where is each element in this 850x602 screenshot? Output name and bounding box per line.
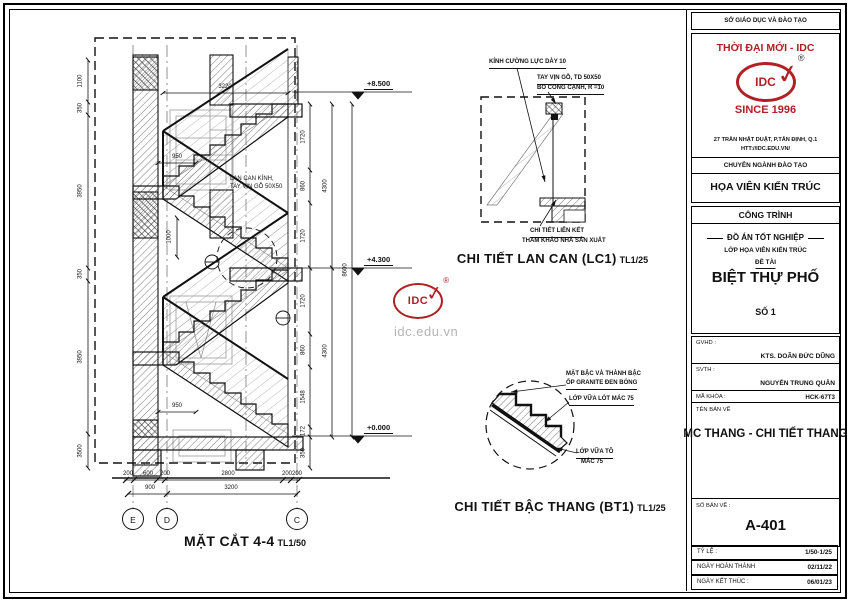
dim-b2-900: 900 — [144, 485, 156, 491]
dim-left-350a: 350 — [77, 102, 84, 114]
dim-b1-200d: 200 — [291, 471, 303, 477]
drawing-no-label: SỐ BẢN VẼ : — [696, 503, 731, 509]
dim-right-860a: 860 — [300, 180, 307, 192]
titleblock-number-box — [691, 498, 840, 547]
date-done-label: NGÀY HOÀN THÀNH — [697, 563, 756, 570]
level-8500: +8.500 — [364, 79, 393, 90]
project-type-text: ĐỒ ÁN TỐT NGHIỆP — [727, 233, 804, 242]
svth-row — [692, 364, 839, 391]
dim-right-1720c: 1720 — [300, 294, 307, 308]
dim-landing-950-low: 950 — [171, 403, 183, 409]
dim-landing-950-top: 950 — [171, 154, 183, 160]
number-text: SỐ 1 — [755, 307, 776, 317]
grid-bubble-c: C — [293, 515, 301, 525]
project-type-row — [692, 233, 839, 243]
titleblock-project-box — [691, 206, 840, 334]
idc-stamp-check-icon: ✓ — [424, 281, 445, 307]
dim-b1-200a: 200 — [122, 471, 134, 477]
section-title-scale: TL1/50 — [277, 538, 306, 548]
makhoa-label: MÃ KHÓA : — [696, 394, 726, 400]
bt1-title-text: CHI TIẾT BẬC THANG (BT1) — [454, 499, 635, 514]
bt1-detail-linework — [486, 381, 577, 469]
divider — [692, 157, 839, 158]
date-end-row — [691, 575, 838, 590]
divider — [692, 173, 839, 174]
watermark-text: idc.edu.vn — [394, 324, 459, 339]
brand-text: THỜI ĐẠI MỚI - IDC — [716, 42, 815, 54]
dim-b1-2800: 2800 — [221, 471, 235, 477]
dim-overall-8600: 8600 — [342, 263, 349, 277]
grid-bubble-d: D — [163, 515, 171, 525]
lc1-title — [445, 250, 660, 268]
bt1-note-mortar: LỚP VỮA LÓT MÁC 75 — [569, 396, 634, 406]
dim-right-1720b: 1720 — [300, 229, 307, 243]
idc-stamp-text: IDC — [407, 295, 429, 307]
bt1-note-tread2: ỐP GRANITE ĐEN BÓNG — [566, 380, 637, 390]
website-text: HTT://IDC.EDU.VN/ — [740, 146, 791, 152]
idc-logo — [736, 53, 805, 102]
makhoa-value: HCK-67T3 — [805, 394, 835, 401]
svth-value: NGUYỄN TRUNG QUÂN — [760, 379, 835, 387]
lc1-note-rail1: TAY VỊN GỖ, TD 50X50 — [537, 75, 601, 85]
dim-right-172: 172 — [300, 425, 307, 437]
dim-storey-4300a: 4300 — [322, 179, 329, 193]
dim-right-350: 350 — [300, 447, 307, 459]
dim-right-1720a: 1720 — [300, 130, 307, 144]
lc1-title-text: CHI TIẾT LAN CAN (LC1) — [456, 251, 617, 266]
level-4300: +4.300 — [364, 255, 393, 266]
project-header-text: CÔNG TRÌNH — [738, 209, 793, 220]
date-done-value: 02/11/22 — [807, 563, 832, 571]
idc-logo-text: IDC — [755, 75, 776, 89]
drawing-no-text: A-401 — [745, 517, 786, 534]
dim-storey-4300b: 4300 — [322, 344, 329, 358]
since-text: SINCE 1996 — [734, 104, 797, 116]
major-text: HỌA VIÊN KIẾN TRÚC — [710, 181, 821, 193]
dept-text: SỞ GIÁO DỤC VÀ ĐÀO TẠO — [724, 17, 807, 25]
svth-label: SVTH : — [696, 367, 715, 373]
dim-right-860b: 860 — [300, 344, 307, 356]
dim-left-3950a: 3950 — [77, 184, 84, 198]
bt1-note-tread1: MẶT BẬC VÀ THÀNH BẬC — [566, 371, 641, 377]
gvhd-label: GVHD : — [696, 340, 716, 346]
lc1-note-joint1: CHI TIẾT LIÊN KẾT — [530, 228, 584, 238]
dim-left-350b: 350 — [77, 268, 84, 280]
bt1-note-plaster2: MÁC 75 — [581, 459, 604, 465]
idc-stamp — [393, 276, 449, 319]
grid-bubble-e: E — [130, 515, 136, 525]
date-done-row — [691, 560, 838, 575]
titleblock-people-box — [691, 336, 840, 404]
scale-label: TỶ LỆ : — [697, 548, 718, 555]
class-text: LỚP HỌA VIÊN KIẾN TRÚC — [724, 247, 807, 254]
titleblock-brand-box — [691, 33, 840, 203]
section-title — [140, 533, 350, 551]
lc1-note-joint2: THAM KHẢO NHÀ SẢN XUẤT — [522, 238, 606, 244]
section-title-text: MẶT CẮT 4-4 — [184, 533, 275, 549]
dim-b1-200b: 200 — [159, 471, 171, 477]
date-end-value: 06/01/23 — [807, 578, 832, 586]
dim-b1-200c: 200 — [281, 471, 293, 477]
lc1-note-glass: KÍNH CƯỜNG LỰC DÀY 10 — [489, 59, 566, 69]
level-0000: +0.000 — [364, 423, 393, 434]
idc-stamp-reg: ® — [443, 276, 449, 285]
topic-label: ĐỀ TÀI — [755, 259, 776, 269]
dim-left-3950b: 3950 — [77, 350, 84, 364]
dim-right-1548: 1548 — [300, 390, 307, 404]
dim-left-1100: 1100 — [77, 74, 84, 88]
dim-run-3220: 3220 — [218, 84, 232, 90]
training-text: CHUYÊN NGÀNH ĐÀO TẠO — [723, 162, 808, 169]
title-block — [683, 9, 848, 591]
gvhd-value: KTS. DOÃN ĐỨC DŨNG — [760, 352, 835, 360]
idc-logo-check-icon: ✓ — [774, 57, 801, 91]
titleblock-dept-box — [691, 12, 840, 30]
scale-row — [691, 545, 838, 560]
dim-b1-600: 600 — [142, 471, 154, 477]
railing-note-line2: TAY VỊN GỖ 50X50 — [230, 184, 283, 190]
dim-1000: 1000 — [166, 230, 173, 244]
railing-note-line1: LAN CAN KÍNH, — [230, 176, 274, 182]
grid-bubbles — [123, 509, 308, 530]
drawing-name-text: MC THANG - CHI TIẾT THANG — [683, 428, 848, 440]
bt1-note-plaster1: LỚP VỮA TÔ — [576, 449, 613, 459]
scale-value: 1/50-1/25 — [804, 548, 832, 556]
dim-b2-3200: 3200 — [224, 485, 238, 491]
lc1-note-rail2: BO CONG CẠNH, R =10 — [537, 85, 604, 95]
idc-logo-reg: ® — [797, 53, 805, 63]
titleblock-name-box — [683, 402, 848, 500]
gvhd-row — [692, 337, 839, 364]
lc1-title-scale: TL1/25 — [619, 255, 649, 265]
dim-left-3500: 3500 — [77, 444, 84, 458]
bt1-title-scale: TL1/25 — [637, 503, 666, 513]
topic-text: BIỆT THỰ PHỐ — [711, 269, 820, 286]
project-header-row — [692, 207, 839, 224]
dash-left — [707, 238, 723, 239]
address-text: 27 TRẦN NHẬT DUẬT, P.TÂN ĐỊNH, Q.1 — [713, 137, 818, 143]
dash-right — [808, 238, 824, 239]
bt1-title — [440, 498, 680, 516]
drawing-name-label: TÊN BẢN VẼ — [696, 407, 731, 413]
date-end-label: NGÀY KẾT THÚC : — [697, 578, 749, 585]
